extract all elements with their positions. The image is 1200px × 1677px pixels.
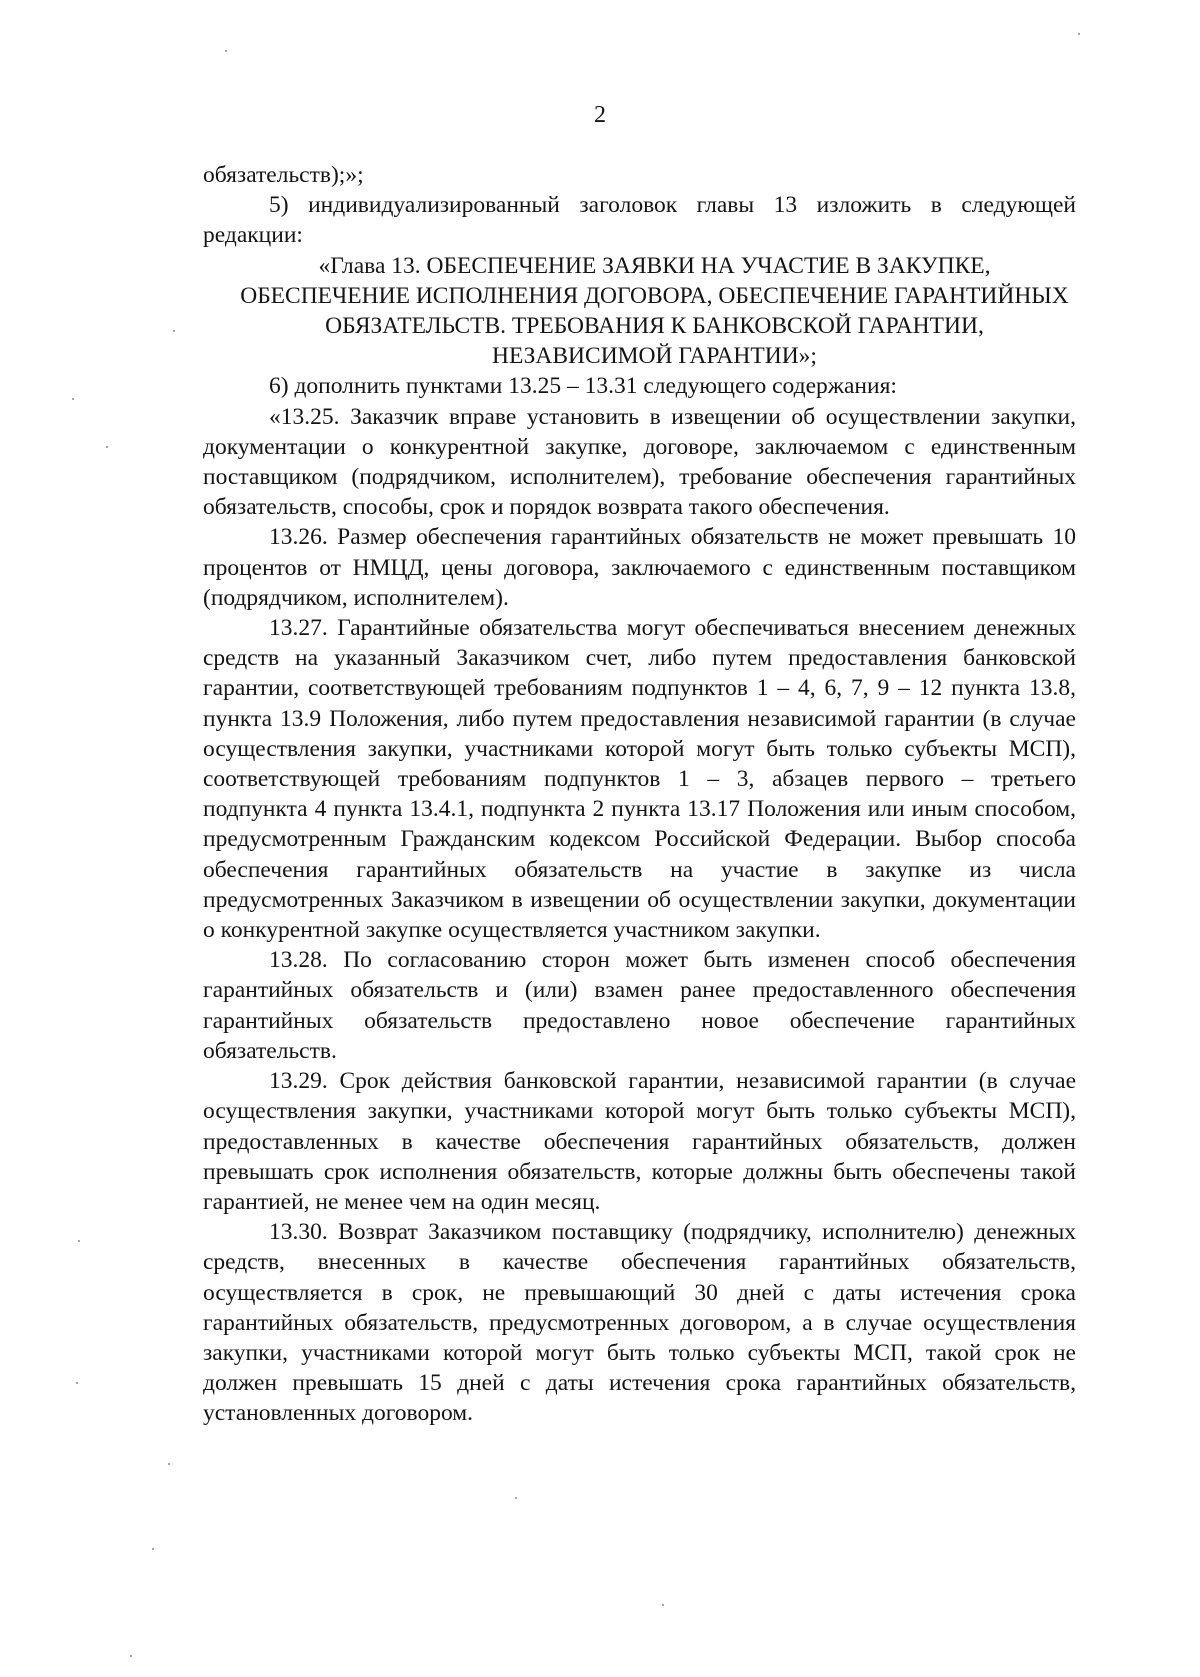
page-number: 2	[594, 102, 606, 128]
scan-speck	[1078, 33, 1080, 35]
paragraph-item-6: 6) дополнить пунктами 13.25 – 13.31 следующего содержания:	[269, 373, 897, 400]
paragraph-13-28: 13.28. По согласованию сторон может быть изменен способ обеспечения гарантийных обязательств и (или) взамен ранее предоставленного обеспечения гарантийных обязательств предоставлено новое обеспечение гарантийных обязательств.	[203, 947, 1076, 1064]
paragraph-13-26: 13.26. Размер обеспечения гарантийных обязательств не может превышать 10 процентов от НМЦД, цены договора, заключаемого с единственным поставщиком (подрядчиком, исполнителем).	[203, 524, 1076, 611]
scan-speck	[76, 1382, 78, 1384]
scan-speck	[515, 1497, 517, 1499]
paragraph-13-25: «13.25. Заказчик вправе установить в извещении об осуществлении закупки, документации о конкурентной закупке, договоре, заключаемом с единственным поставщиком (подрядчиком, исполнителем), требование обеспечения гарантийных обязательств, способы, срок и порядок возврата такого обеспечения.	[203, 403, 1076, 521]
scan-speck	[173, 330, 175, 332]
scan-speck	[78, 1240, 80, 1242]
document-body	[203, 160, 1076, 1429]
paragraph-continuation: обязательств);»;	[203, 162, 364, 188]
scan-speck	[130, 1655, 132, 1657]
chapter-heading: «Глава 13. ОБЕСПЕЧЕНИЕ ЗАЯВКИ НА УЧАСТИЕ В ЗАКУПКЕ, ОБЕСПЕЧЕНИЕ ИСПОЛНЕНИЯ ДОГОВОРА, ОБЕСПЕЧЕНИЕ ГАРАНТИЙНЫХ ОБЯЗАТЕЛЬСТВ. ТРЕБОВАНИЯ К БАНКОВСКОЙ ГАРАНТИИ, НЕЗАВИСИМОЙ ГАРАНТИИ»;	[240, 252, 1069, 370]
paragraph-13-30: 13.30. Возврат Заказчиком поставщику (подрядчику, исполнителю) денежных средств, внесенных в качестве обеспечения гарантийных обязательств, осуществляется в срок, не превышающий 30 дней с даты истечения срока гарантийных обязательств, предусмотренных договором, а в случае осуществления закупки, участниками которой могут быть только субъекты МСП, такой срок не должен превышать 15 дней с даты истечения срока гарантийных обязательств, установленных договором.	[203, 1219, 1076, 1427]
paragraph-item-5: 5) индивидуализированный заголовок главы 13 изложить в следующей редакции:	[203, 192, 1076, 249]
scan-speck	[168, 1463, 170, 1465]
scan-speck	[225, 50, 227, 52]
scan-speck	[662, 1604, 664, 1606]
paragraph-13-27: 13.27. Гарантийные обязательства могут обеспечиваться внесением денежных средств на указанный Заказчиком счет, либо путем предоставления банковской гарантии, соответствующей требованиям подпунктов 1 – 4, 6, 7, 9 – 12 пункта 13.8, пункта 13.9 Положения, либо путем предоставления независимой гарантии (в случае осуществления закупки, участниками которой могут быть только субъекты МСП), соответствующей требованиям подпунктов 1 – 3, абзацев первого – третьего подпункта 4 пункта 13.4.1, подпункта 2 пункта 13.17 Положения или иным способом, предусмотренным Гражданским кодексом Российской Федерации. Выбор способа обеспечения гарантийных обязательств на участие в закупке из числа предусмотренных Заказчиком в извещении об осуществлении закупки, документации о конкурентной закупке осуществляется участником закупки.	[203, 615, 1076, 944]
scan-speck	[72, 398, 74, 400]
scan-speck	[106, 446, 108, 448]
scan-speck	[152, 1548, 154, 1550]
paragraph-13-29: 13.29. Срок действия банковской гарантии, независимой гарантии (в случае осуществления закупки, участниками которой могут быть только субъекты МСП), предоставленных в качестве обеспечения гарантийных обязательств, должен превышать срок исполнения обязательств, которые должны быть обеспечены такой гарантией, не менее чем на один месяц.	[203, 1068, 1076, 1215]
